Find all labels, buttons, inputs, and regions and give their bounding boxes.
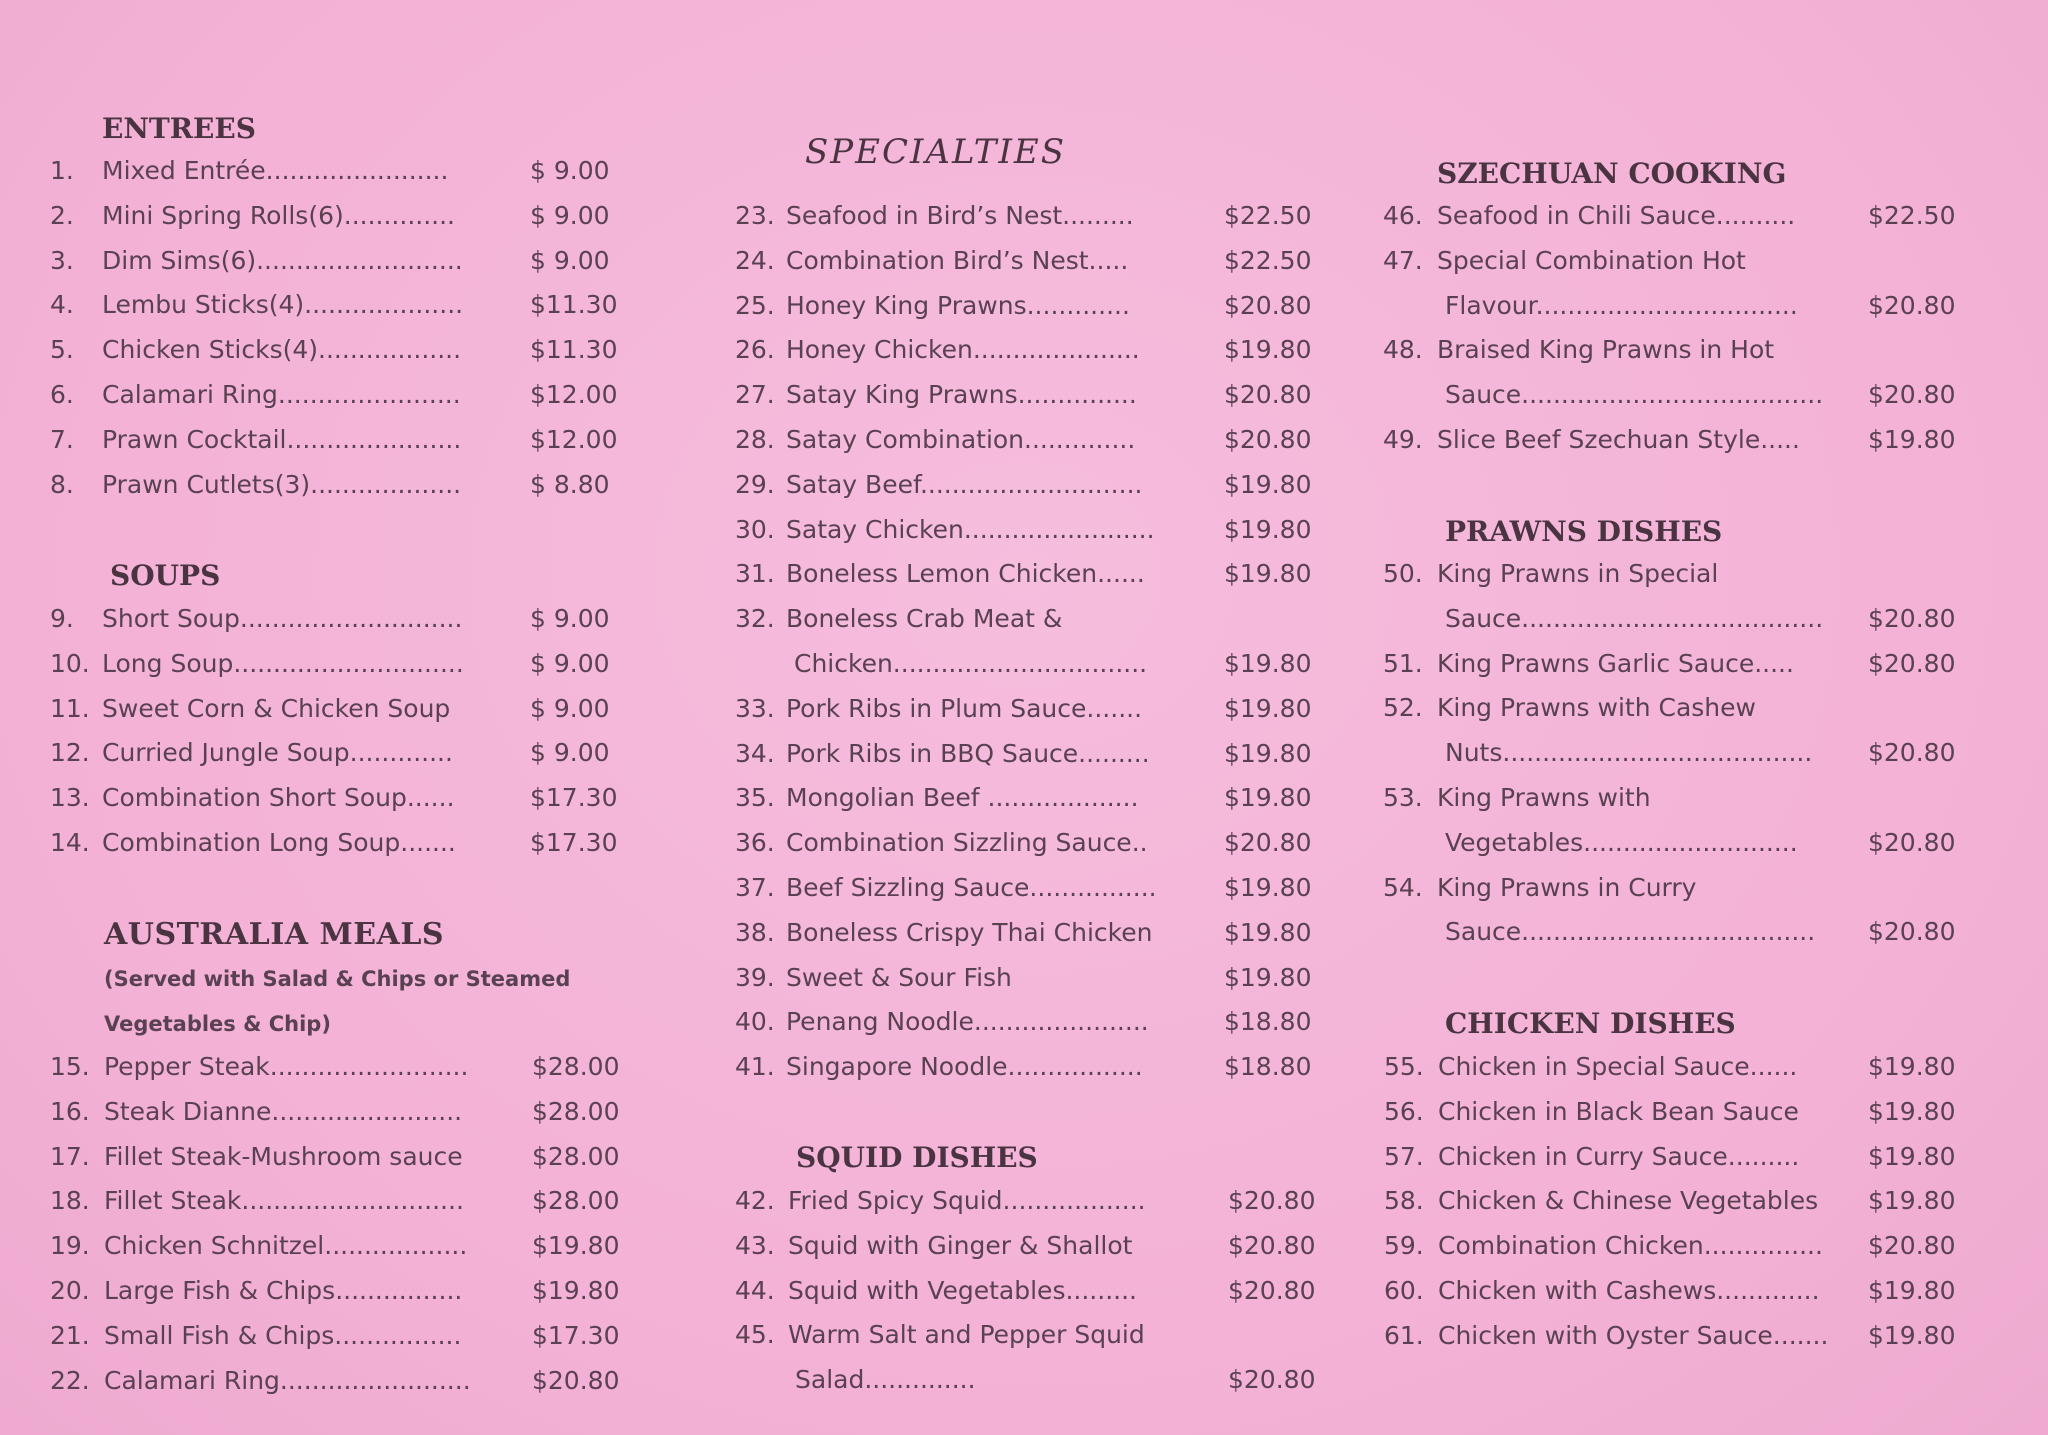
item-name: Chicken with Cashews.............: [1438, 1276, 1820, 1305]
item-name: Warm Salt and Pepper Squid: [788, 1320, 1145, 1349]
item-number: 52.: [1383, 693, 1423, 722]
item-price: $18.80: [1224, 1007, 1312, 1036]
item-price: $20.80: [1228, 1365, 1316, 1394]
item-name: Combination Sizzling Sauce..: [786, 828, 1148, 857]
item-name: Vegetables...........................: [1445, 828, 1798, 857]
item-number: 34.: [735, 739, 775, 768]
item-price: $19.80: [1868, 1097, 1956, 1126]
item-number: 54.: [1383, 873, 1423, 902]
item-price: $ 9.00: [530, 694, 610, 723]
item-number: 53.: [1383, 783, 1423, 812]
item-name: Pepper Steak.........................: [104, 1052, 469, 1081]
item-name: Nuts.......................................: [1445, 738, 1813, 767]
item-name: Lembu Sticks(4)....................: [102, 290, 464, 319]
item-name: Chicken in Curry Sauce.........: [1438, 1142, 1800, 1171]
item-name: Satay Chicken........................: [786, 515, 1155, 544]
item-name: Flavour.................................: [1445, 291, 1798, 320]
item-name: Satay King Prawns...............: [786, 380, 1137, 409]
item-name: Beef Sizzling Sauce................: [786, 873, 1157, 902]
item-number: 11.: [50, 694, 90, 723]
item-price: $20.80: [1868, 917, 1956, 946]
item-price: $19.80: [1224, 739, 1312, 768]
item-number: 16.: [50, 1097, 90, 1126]
item-number: 60.: [1384, 1276, 1424, 1305]
item-number: 7.: [50, 425, 74, 454]
item-name: Fillet Steak............................: [104, 1186, 464, 1215]
item-name: King Prawns with: [1437, 783, 1651, 812]
item-price: $19.80: [1224, 335, 1312, 364]
item-price: $ 9.00: [530, 201, 610, 230]
item-price: $ 9.00: [530, 156, 610, 185]
item-name: Sauce......................................: [1445, 604, 1824, 633]
item-number: 1.: [50, 156, 74, 185]
item-name: Boneless Crab Meat &: [786, 604, 1063, 633]
item-price: $20.80: [1868, 828, 1956, 857]
item-number: 21.: [50, 1321, 90, 1350]
item-price: $22.50: [1868, 201, 1956, 230]
item-name: Prawn Cocktail......................: [102, 425, 462, 454]
item-number: 33.: [735, 694, 775, 723]
item-number: 51.: [1383, 649, 1423, 678]
item-number: 44.: [735, 1276, 775, 1305]
item-number: 61.: [1384, 1321, 1424, 1350]
item-number: 26.: [735, 335, 775, 364]
item-number: 25.: [735, 291, 775, 320]
item-name: Chicken................................: [794, 649, 1148, 678]
item-name: Combination Bird’s Nest.....: [786, 246, 1129, 275]
item-name: Steak Dianne........................: [104, 1097, 463, 1126]
squid-dishes-heading: SQUID DISHES: [796, 1141, 1038, 1174]
item-price: $20.80: [1224, 380, 1312, 409]
item-price: $17.30: [530, 783, 618, 812]
item-number: 32.: [735, 604, 775, 633]
item-name: Combination Chicken...............: [1438, 1231, 1823, 1260]
item-number: 40.: [735, 1007, 775, 1036]
item-name: Penang Noodle......................: [786, 1007, 1149, 1036]
item-price: $20.80: [1868, 380, 1956, 409]
item-number: 24.: [735, 246, 775, 275]
item-name: Braised King Prawns in Hot: [1437, 335, 1775, 364]
item-price: $20.80: [1868, 649, 1956, 678]
item-price: $11.30: [530, 290, 618, 319]
item-price: $ 9.00: [530, 604, 610, 633]
item-number: 5.: [50, 335, 74, 364]
item-name: Singapore Noodle.................: [786, 1052, 1143, 1081]
item-price: $19.80: [1224, 783, 1312, 812]
item-price: $ 9.00: [530, 649, 610, 678]
item-name: Seafood in Chili Sauce..........: [1437, 201, 1796, 230]
item-name: Chicken & Chinese Vegetables: [1438, 1186, 1819, 1215]
item-name: King Prawns in Special: [1437, 559, 1719, 588]
item-name: Honey Chicken.....................: [786, 335, 1140, 364]
item-number: 46.: [1383, 201, 1423, 230]
item-number: 23.: [735, 201, 775, 230]
item-number: 41.: [735, 1052, 775, 1081]
item-price: $19.80: [1868, 1142, 1956, 1171]
item-name: Short Soup............................: [102, 604, 463, 633]
item-number: 10.: [50, 649, 90, 678]
prawns-dishes-heading: PRAWNS DISHES: [1445, 515, 1723, 548]
item-number: 59.: [1384, 1231, 1424, 1260]
item-name: Large Fish & Chips................: [104, 1276, 463, 1305]
item-number: 13.: [50, 783, 90, 812]
item-number: 28.: [735, 425, 775, 454]
item-name: Fried Spicy Squid..................: [788, 1186, 1146, 1215]
item-name: Mongolian Beef ...................: [786, 783, 1139, 812]
item-number: 45.: [735, 1320, 775, 1349]
item-name: Slice Beef Szechuan Style.....: [1437, 425, 1800, 454]
item-number: 31.: [735, 559, 775, 588]
item-name: Chicken in Black Bean Sauce: [1438, 1097, 1799, 1126]
item-name: Calamari Ring.......................: [102, 380, 461, 409]
item-price: $ 9.00: [530, 738, 610, 767]
item-number: 37.: [735, 873, 775, 902]
item-price: $19.80: [1224, 873, 1312, 902]
item-price: $20.80: [1228, 1186, 1316, 1215]
item-price: $19.80: [1868, 425, 1956, 454]
szechuan-cooking-heading: SZECHUAN COOKING: [1437, 157, 1787, 190]
item-name: Mixed Entrée.......................: [102, 156, 449, 185]
item-number: 38.: [735, 918, 775, 947]
australia-meals-note-line1: (Served with Salad & Chips or Steamed: [104, 967, 571, 991]
item-number: 12.: [50, 738, 90, 767]
item-price: $19.80: [1224, 649, 1312, 678]
item-name: King Prawns in Curry: [1437, 873, 1697, 902]
item-price: $20.80: [1868, 604, 1956, 633]
item-price: $28.00: [532, 1097, 620, 1126]
item-price: $19.80: [1224, 918, 1312, 947]
item-number: 47.: [1383, 246, 1423, 275]
item-number: 15.: [50, 1052, 90, 1081]
item-number: 27.: [735, 380, 775, 409]
item-name: King Prawns Garlic Sauce.....: [1437, 649, 1794, 678]
item-price: $28.00: [532, 1186, 620, 1215]
item-name: Special Combination Hot: [1437, 246, 1746, 275]
item-price: $20.80: [1228, 1231, 1316, 1260]
item-name: Satay Combination..............: [786, 425, 1136, 454]
item-number: 58.: [1384, 1186, 1424, 1215]
item-name: Squid with Vegetables.........: [788, 1276, 1137, 1305]
item-number: 6.: [50, 380, 74, 409]
item-number: 2.: [50, 201, 74, 230]
item-name: Boneless Lemon Chicken......: [786, 559, 1145, 588]
item-number: 9.: [50, 604, 74, 633]
item-number: 20.: [50, 1276, 90, 1305]
item-number: 55.: [1384, 1052, 1424, 1081]
item-number: 3.: [50, 246, 74, 275]
item-price: $20.80: [532, 1366, 620, 1395]
item-price: $28.00: [532, 1052, 620, 1081]
entrees-heading: ENTREES: [102, 112, 256, 145]
item-name: Salad..............: [795, 1365, 976, 1394]
item-name: Chicken Schnitzel..................: [104, 1231, 468, 1260]
item-number: 30.: [735, 515, 775, 544]
item-price: $19.80: [532, 1276, 620, 1305]
item-name: Seafood in Bird’s Nest.........: [786, 201, 1134, 230]
australia-meals-heading: AUSTRALIA MEALS: [104, 917, 445, 952]
item-number: 29.: [735, 470, 775, 499]
item-name: Sweet Corn & Chicken Soup: [102, 694, 451, 723]
item-number: 18.: [50, 1186, 90, 1215]
item-number: 56.: [1384, 1097, 1424, 1126]
item-name: Prawn Cutlets(3)...................: [102, 470, 462, 499]
item-price: $17.30: [530, 828, 618, 857]
item-price: $19.80: [1868, 1186, 1956, 1215]
item-name: Long Soup.............................: [102, 649, 464, 678]
item-name: Sauce.....................................: [1445, 917, 1816, 946]
item-price: $18.80: [1224, 1052, 1312, 1081]
item-price: $12.00: [530, 425, 618, 454]
item-name: Honey King Prawns.............: [786, 291, 1130, 320]
item-name: Dim Sims(6)..........................: [102, 246, 463, 275]
item-number: 50.: [1383, 559, 1423, 588]
item-price: $20.80: [1224, 828, 1312, 857]
australia-meals-note-line2: Vegetables & Chip): [104, 1012, 331, 1036]
item-number: 8.: [50, 470, 74, 499]
item-number: 22.: [50, 1366, 90, 1395]
specialties-heading: SPECIALTIES: [805, 132, 1067, 172]
item-name: Squid with Ginger & Shallot: [788, 1231, 1133, 1260]
item-price: $19.80: [1224, 470, 1312, 499]
item-price: $19.80: [1868, 1321, 1956, 1350]
item-price: $20.80: [1228, 1276, 1316, 1305]
item-price: $19.80: [1224, 963, 1312, 992]
item-price: $20.80: [1224, 291, 1312, 320]
item-number: 57.: [1384, 1142, 1424, 1171]
item-price: $28.00: [532, 1142, 620, 1171]
item-name: Calamari Ring........................: [104, 1366, 471, 1395]
item-number: 49.: [1383, 425, 1423, 454]
item-number: 48.: [1383, 335, 1423, 364]
item-number: 14.: [50, 828, 90, 857]
item-price: $20.80: [1868, 738, 1956, 767]
item-name: Satay Beef............................: [786, 470, 1143, 499]
item-name: Fillet Steak-Mushroom sauce: [104, 1142, 463, 1171]
soups-heading: SOUPS: [110, 559, 221, 592]
item-name: Chicken in Special Sauce......: [1438, 1052, 1798, 1081]
item-number: 35.: [735, 783, 775, 812]
item-price: $ 9.00: [530, 246, 610, 275]
item-price: $17.30: [532, 1321, 620, 1350]
item-name: Pork Ribs in Plum Sauce.......: [786, 694, 1143, 723]
item-name: Sweet & Sour Fish: [786, 963, 1012, 992]
item-price: $19.80: [1224, 694, 1312, 723]
item-name: Chicken with Oyster Sauce.......: [1438, 1321, 1829, 1350]
item-price: $19.80: [1868, 1276, 1956, 1305]
item-name: Chicken Sticks(4)..................: [102, 335, 462, 364]
item-number: 4.: [50, 290, 74, 319]
item-price: $20.80: [1868, 291, 1956, 320]
item-name: Curried Jungle Soup.............: [102, 738, 453, 767]
item-price: $11.30: [530, 335, 618, 364]
item-name: Pork Ribs in BBQ Sauce.........: [786, 739, 1150, 768]
item-number: 36.: [735, 828, 775, 857]
item-number: 42.: [735, 1186, 775, 1215]
item-price: $ 8.80: [530, 470, 610, 499]
item-number: 43.: [735, 1231, 775, 1260]
item-price: $22.50: [1224, 246, 1312, 275]
item-number: 39.: [735, 963, 775, 992]
item-price: $19.80: [1224, 515, 1312, 544]
item-price: $20.80: [1224, 425, 1312, 454]
item-name: Combination Short Soup......: [102, 783, 455, 812]
item-name: Mini Spring Rolls(6)..............: [102, 201, 456, 230]
item-price: $12.00: [530, 380, 618, 409]
item-price: $22.50: [1224, 201, 1312, 230]
item-price: $20.80: [1868, 1231, 1956, 1260]
item-name: King Prawns with Cashew: [1437, 693, 1756, 722]
item-name: Sauce......................................: [1445, 380, 1824, 409]
item-name: Small Fish & Chips................: [104, 1321, 462, 1350]
item-name: Boneless Crispy Thai Chicken: [786, 918, 1153, 947]
item-number: 19.: [50, 1231, 90, 1260]
item-price: $19.80: [532, 1231, 620, 1260]
chicken-dishes-heading: CHICKEN DISHES: [1445, 1007, 1736, 1040]
item-price: $19.80: [1868, 1052, 1956, 1081]
item-name: Combination Long Soup.......: [102, 828, 456, 857]
item-price: $19.80: [1224, 559, 1312, 588]
item-number: 17.: [50, 1142, 90, 1171]
